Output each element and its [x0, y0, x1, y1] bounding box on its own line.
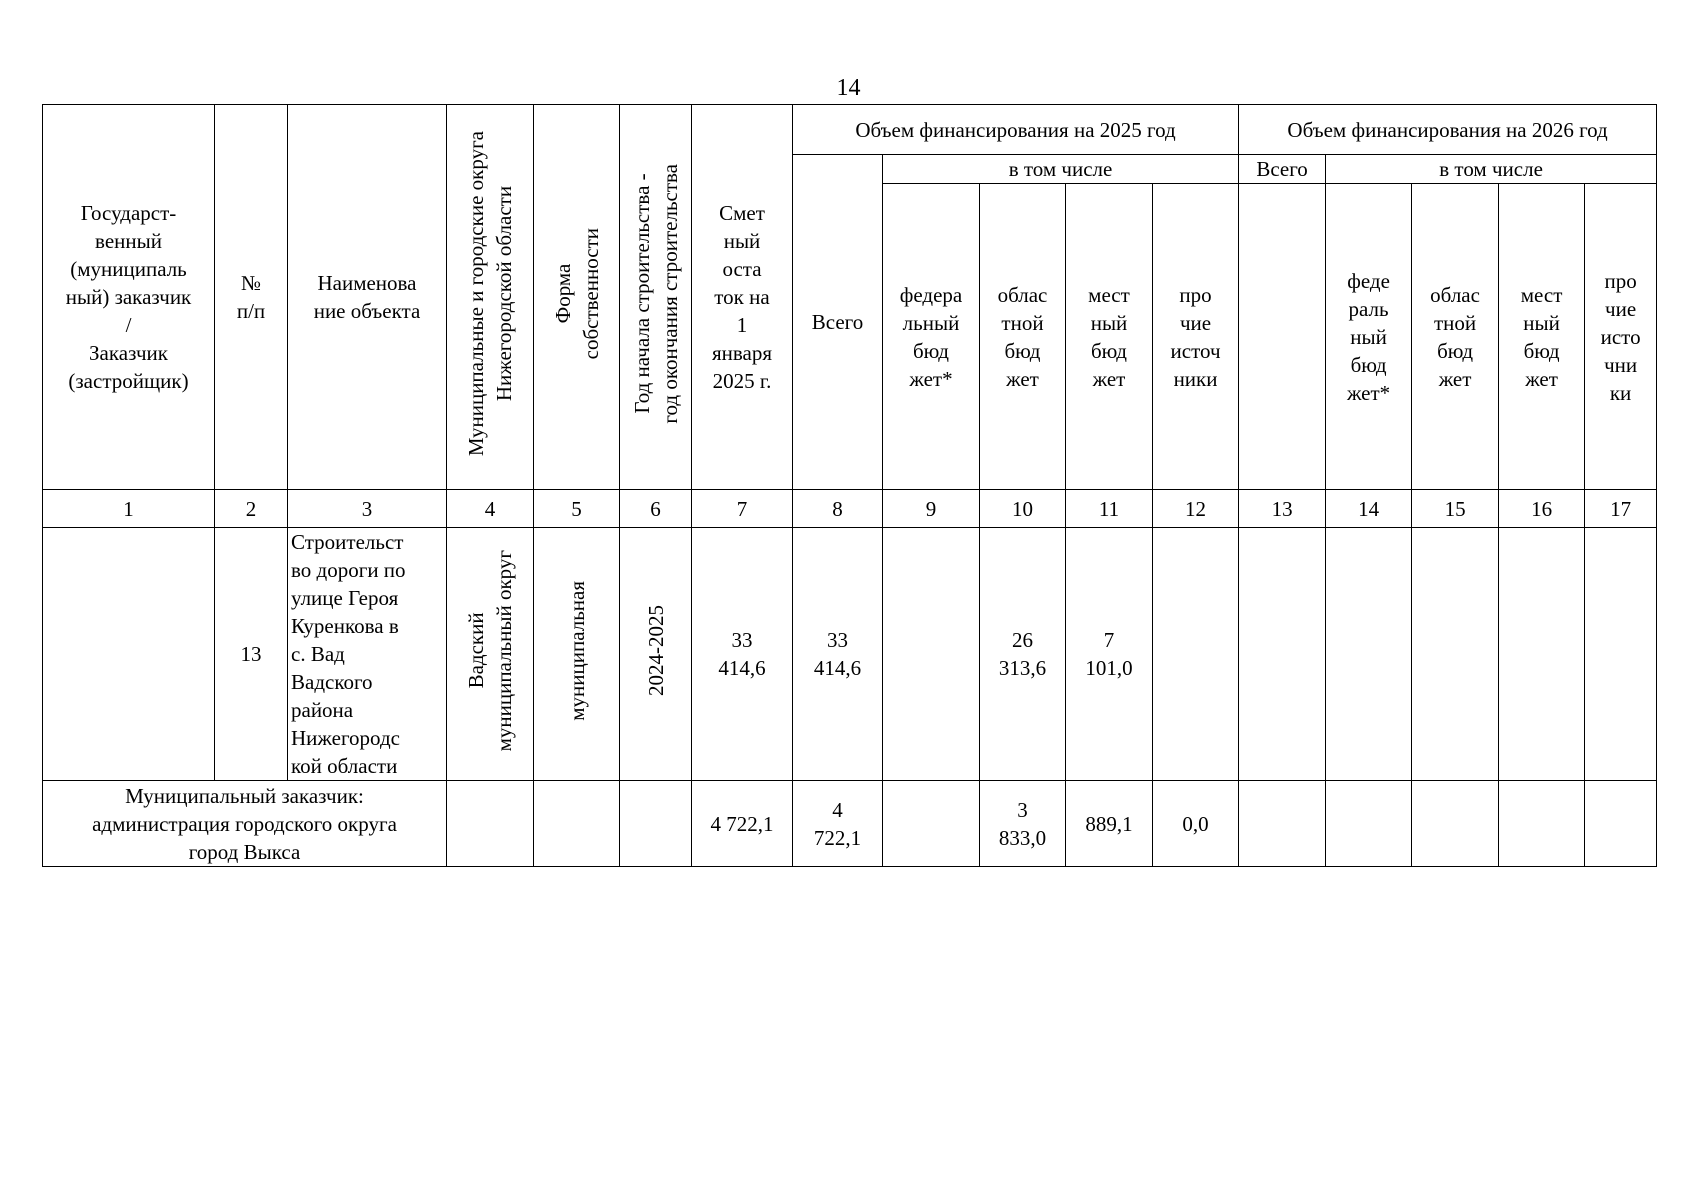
cell-municipality-text: Вадский муниципальный округ [464, 549, 516, 752]
header-estimate: Смет ный оста ток на 1 января 2025 г. [692, 105, 793, 490]
page-number: 14 [836, 75, 861, 101]
header-loc-2025: мест ный бюд жет [1066, 184, 1153, 490]
header-customer: Государст- венный (муниципаль ный) заказчик / Заказчик (застройщик) [43, 105, 215, 490]
total-total-2025: 4 722,1 [793, 781, 883, 867]
header-funding-2025: Объем финансирования на 2025 год [793, 105, 1239, 155]
header-fed-2025: федера льный бюд жет* [883, 184, 980, 490]
total-total-2026 [1239, 781, 1326, 867]
column-number: 1 [43, 490, 215, 528]
cell-ownership-text: муниципальная [564, 580, 589, 721]
cell-years [620, 528, 692, 781]
cell-loc-2025: 7 101,0 [1066, 528, 1153, 781]
header-municipalities-text: Муниципальные и городские округа Нижегородской области [464, 130, 516, 457]
cell-reg-2025: 26 313,6 [980, 528, 1066, 781]
cell-loc-2026 [1499, 528, 1585, 781]
column-number: 8 [793, 490, 883, 528]
total-reg-2025: 3 833,0 [980, 781, 1066, 867]
header-num: № п/п [215, 105, 288, 490]
column-number: 15 [1412, 490, 1499, 528]
column-number: 5 [534, 490, 620, 528]
cell-estimate: 33 414,6 [692, 528, 793, 781]
total-municipality [447, 781, 534, 867]
table-row [43, 528, 1657, 781]
column-number: 3 [288, 490, 447, 528]
header-municipalities [447, 105, 534, 490]
cell-ownership [534, 528, 620, 781]
cell-fed-2026 [1326, 528, 1412, 781]
total-fed-2025 [883, 781, 980, 867]
header-years [620, 105, 692, 490]
total-reg-2026 [1412, 781, 1499, 867]
header-other-2026: про чие исто чни ки [1585, 184, 1657, 490]
total-fed-2026 [1326, 781, 1412, 867]
total-row [43, 781, 1657, 867]
total-loc-2026 [1499, 781, 1585, 867]
header-including-2025: в том числе [883, 155, 1239, 184]
cell-num: 13 [215, 528, 288, 781]
header-years-text: Год начала строительства - год окончания строительства [629, 163, 682, 424]
header-reg-2025: облас тной бюд жет [980, 184, 1066, 490]
column-number: 17 [1585, 490, 1657, 528]
total-loc-2025: 889,1 [1066, 781, 1153, 867]
header-funding-2026: Объем финансирования на 2026 год [1239, 105, 1657, 155]
total-label: Муниципальный заказчик: администрация городского округа город Выкса [43, 781, 447, 867]
cell-total-2026 [1239, 528, 1326, 781]
total-other-2026 [1585, 781, 1657, 867]
column-number: 2 [215, 490, 288, 528]
total-estimate: 4 722,1 [692, 781, 793, 867]
header-other-2025: про чие источ ники [1153, 184, 1239, 490]
cell-fed-2025 [883, 528, 980, 781]
header-fed-2026: феде раль ный бюд жет* [1326, 184, 1412, 490]
header-total-2026-empty [1239, 184, 1326, 490]
cell-municipality [447, 528, 534, 781]
header-row-1 [43, 105, 1657, 155]
column-number: 11 [1066, 490, 1153, 528]
header-total-2025: Всего [793, 155, 883, 490]
column-number: 4 [447, 490, 534, 528]
cell-other-2025 [1153, 528, 1239, 781]
cell-customer [43, 528, 215, 781]
column-number: 6 [620, 490, 692, 528]
header-ownership [534, 105, 620, 490]
header-reg-2026: облас тной бюд жет [1412, 184, 1499, 490]
column-number: 14 [1326, 490, 1412, 528]
header-ownership-text: Форма собственности [550, 227, 603, 360]
total-ownership [534, 781, 620, 867]
cell-other-2026 [1585, 528, 1657, 781]
column-number-row [43, 490, 1657, 528]
column-number: 16 [1499, 490, 1585, 528]
cell-years-text: 2024-2025 [643, 605, 668, 696]
column-number: 9 [883, 490, 980, 528]
header-object-name: Наименова ние объекта [288, 105, 447, 490]
column-number: 10 [980, 490, 1066, 528]
cell-total-2025: 33 414,6 [793, 528, 883, 781]
header-total-2026: Всего [1239, 155, 1326, 184]
total-years [620, 781, 692, 867]
cell-object-name: Строительст во дороги по улице Героя Куренкова в с. Вад Вадского района Нижегородс кой области [288, 528, 447, 781]
cell-reg-2026 [1412, 528, 1499, 781]
column-number: 12 [1153, 490, 1239, 528]
column-number: 13 [1239, 490, 1326, 528]
financing-table [42, 104, 1657, 867]
column-number: 7 [692, 490, 793, 528]
total-other-2025: 0,0 [1153, 781, 1239, 867]
header-including-2026: в том числе [1326, 155, 1657, 184]
header-loc-2026: мест ный бюд жет [1499, 184, 1585, 490]
